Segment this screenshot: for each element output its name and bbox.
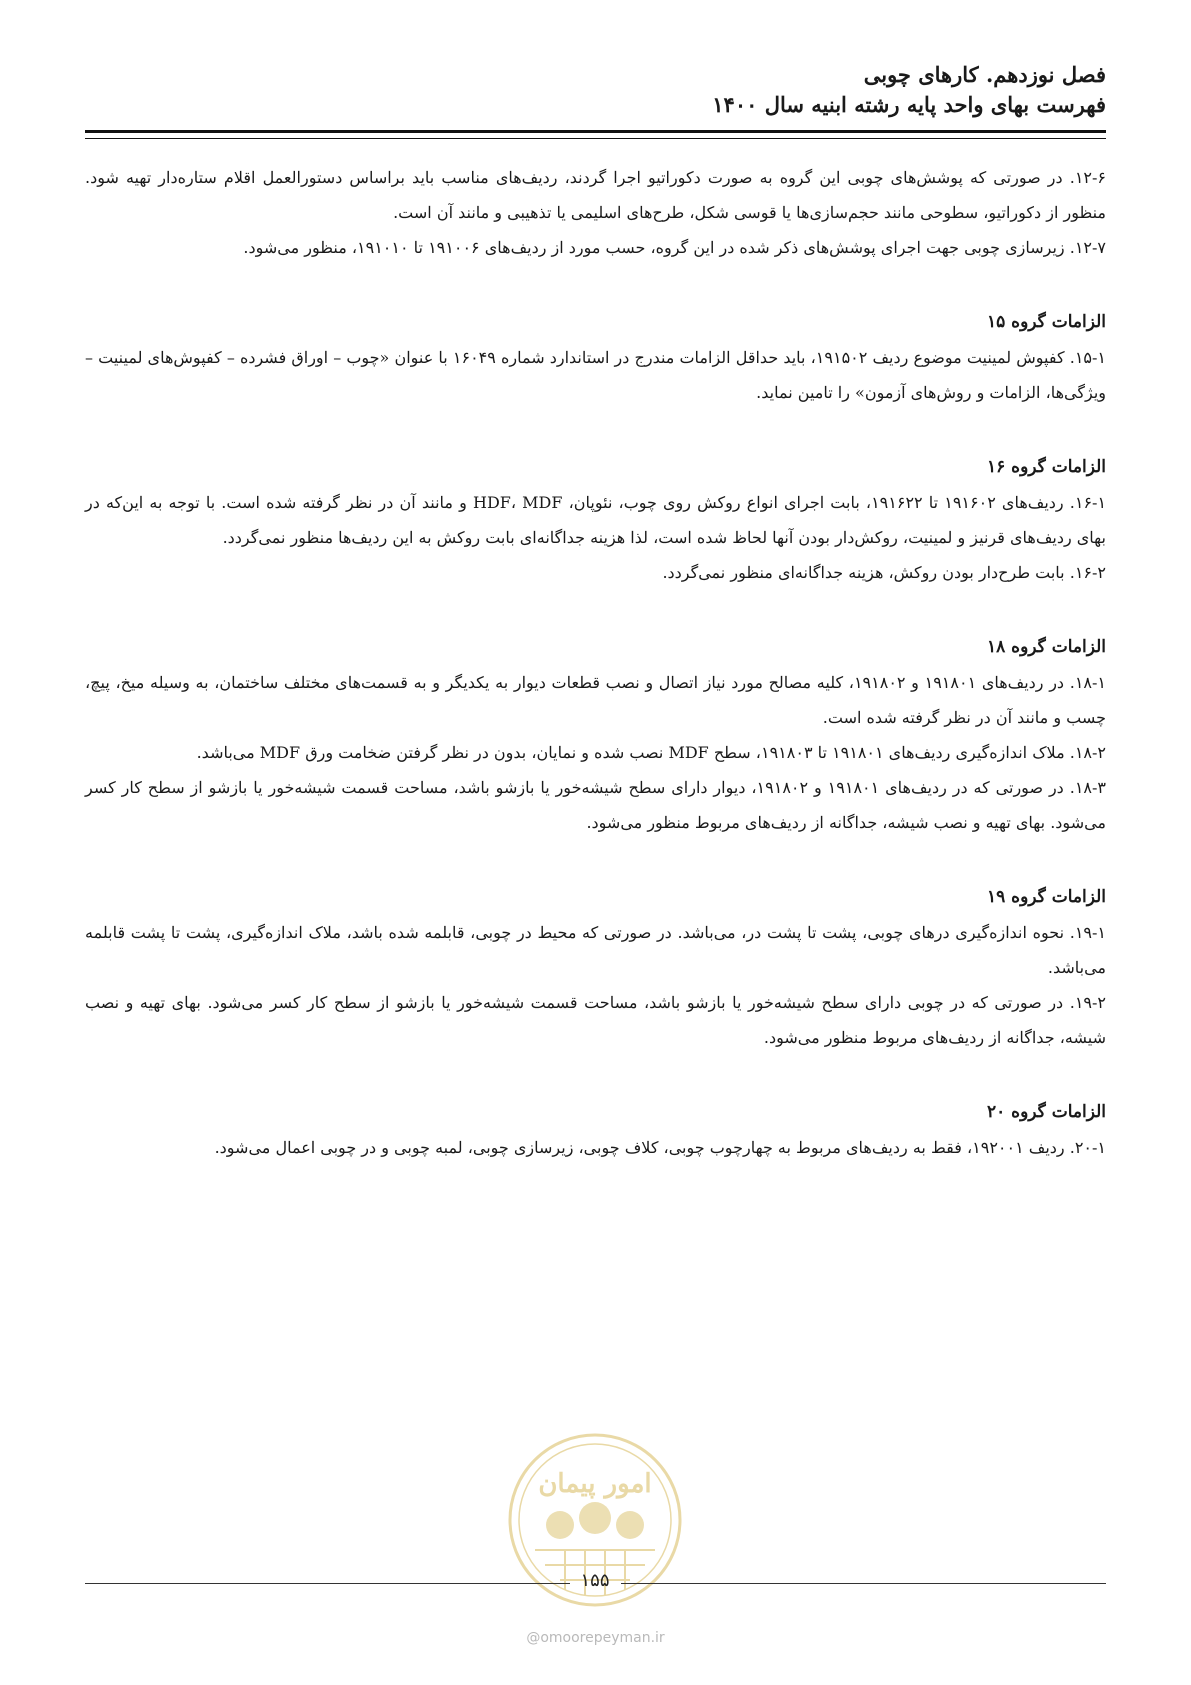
page-number: ۱۵۵ — [580, 1570, 610, 1591]
page-header — [85, 60, 1106, 120]
group-16-title: الزامات گروه ۱۶ — [987, 457, 1106, 477]
footer-divider-right — [621, 1583, 1106, 1584]
footer-divider-left — [85, 1583, 570, 1584]
group-18-section — [85, 630, 1106, 840]
watermark-url: @omoorepeyman.ir — [526, 1630, 665, 1646]
intro-section — [85, 160, 1106, 265]
paragraph-18-2: ۱۸-۲. ملاک اندازه‌گیری ردیف‌های ۱۹۱۸۰۱ تا ۱۹۱۸۰۳، سطح MDF نصب شده و نمایان، بدون در نظر گرفتن ضخامت ورق MDF می‌باشد. — [196, 743, 1106, 762]
paragraph-15-1: ۱۵-۱. کفپوش لمینیت موضوع ردیف ۱۹۱۵۰۲، باید حداقل الزامات مندرج در استاندارد شماره ۱۶۰۴۹ با عنوان «چوب – اوراق فشرده – کفپوش‌های لمینیت – ویژگی‌ها، الزامات و روش‌های آزمون» را تامین نماید. — [85, 348, 1106, 402]
paragraph-19-2: ۱۹-۲. در صورتی که در چوبی دارای سطح شیشه‌خور یا بازشو باشد، مساحت قسمت شیشه‌خور یا بازشو از سطح کار کسر می‌شود. بهای تهیه و نصب شیشه، جداگانه از ردیف‌های مربوط منظور می‌شود. — [85, 993, 1106, 1047]
group-15-title: الزامات گروه ۱۵ — [987, 312, 1106, 332]
paragraph-18-1: ۱۸-۱. در ردیف‌های ۱۹۱۸۰۱ و ۱۹۱۸۰۲، کلیه مصالح مورد نیاز اتصال و نصب قطعات دیوار به یکدیگر و به قسمت‌های مختلف ساختمان، به وسیله میخ، پیچ، چسب و مانند آن در نظر گرفته شده است. — [85, 673, 1106, 727]
group-20-title: الزامات گروه ۲۰ — [987, 1102, 1106, 1122]
group-18-title: الزامات گروه ۱۸ — [987, 637, 1106, 657]
paragraph-20-1: ۲۰-۱. ردیف ۱۹۲۰۰۱، فقط به ردیف‌های مربوط به چهارچوب چوبی، کلاف چوبی، زیرسازی چوبی، لمبه چوبی و در چوبی اعمال می‌شود. — [214, 1138, 1106, 1157]
group-19-title: الزامات گروه ۱۹ — [987, 887, 1106, 907]
document-body — [85, 160, 1106, 1165]
group-19-section — [85, 880, 1106, 1055]
group-16-section — [85, 450, 1106, 590]
paragraph-18-3: ۱۸-۳. در صورتی که در ردیف‌های ۱۹۱۸۰۱ و ۱۹۱۸۰۲، دیوار دارای سطح شیشه‌خور یا بازشو باشد، مساحت قسمت شیشه‌خور یا بازشو از سطح کار کسر می‌شود. بهای تهیه و نصب شیشه، جداگانه از ردیف‌های مربوط منظور می‌شود. — [85, 778, 1106, 832]
price-list-title: فهرست بهای واحد پایه رشته ابنیه سال ۱۴۰۰ — [712, 92, 1106, 117]
chapter-title: فصل نوزدهم. کارهای چوبی — [863, 62, 1106, 87]
paragraph-16-2: ۱۶-۲. بابت طرح‌دار بودن روکش، هزینه جداگانه‌ای منظور نمی‌گردد. — [662, 563, 1106, 582]
paragraph-19-1: ۱۹-۱. نحوه اندازه‌گیری درهای چوبی، پشت تا پشت در، می‌باشد. در صورتی که محیط در چوبی، قابلمه شده باشد، ملاک اندازه‌گیری، پشت تا پشت قابلمه می‌باشد. — [85, 923, 1106, 977]
paragraph-16-1: ۱۶-۱. ردیف‌های ۱۹۱۶۰۲ تا ۱۹۱۶۲۲، بابت اجرای انواع روکش روی چوب، نئوپان، HDF، MDF و مانند آن در نظر گرفته شده است. با توجه به این‌که در بهای ردیف‌های قرنیز و لمینیت، روکش‌دار بودن آنها لحاظ شده است، لذا هزینه جداگانه‌ای بابت روکش به این ردیف‌ها منظور نمی‌گردد. — [85, 493, 1107, 547]
group-15-section — [85, 305, 1106, 410]
header-divider — [85, 130, 1106, 139]
paragraph-12-7: ۱۲-۷. زیرسازی چوبی جهت اجرای پوشش‌های ذکر شده در این گروه، حسب مورد از ردیف‌های ۱۹۱۰۰۶ تا ۱۹۱۰۱۰، منظور می‌شود. — [243, 238, 1106, 257]
group-20-section — [85, 1095, 1106, 1165]
paragraph-12-6: ۱۲-۶. در صورتی که پوشش‌های چوبی این گروه به صورت دکوراتیو اجرا گردند، ردیف‌های مناسب باید براساس دستورالعمل اقلام ستاره‌دار تهیه شود. منظور از دکوراتیو، سطوحی مانند حجم‌سازی‌ها یا قوسی شکل، طرح‌های اسلیمی یا تذهیبی و مانند آن است. — [85, 168, 1106, 222]
seal-text: امور پیمان — [538, 1469, 652, 1499]
